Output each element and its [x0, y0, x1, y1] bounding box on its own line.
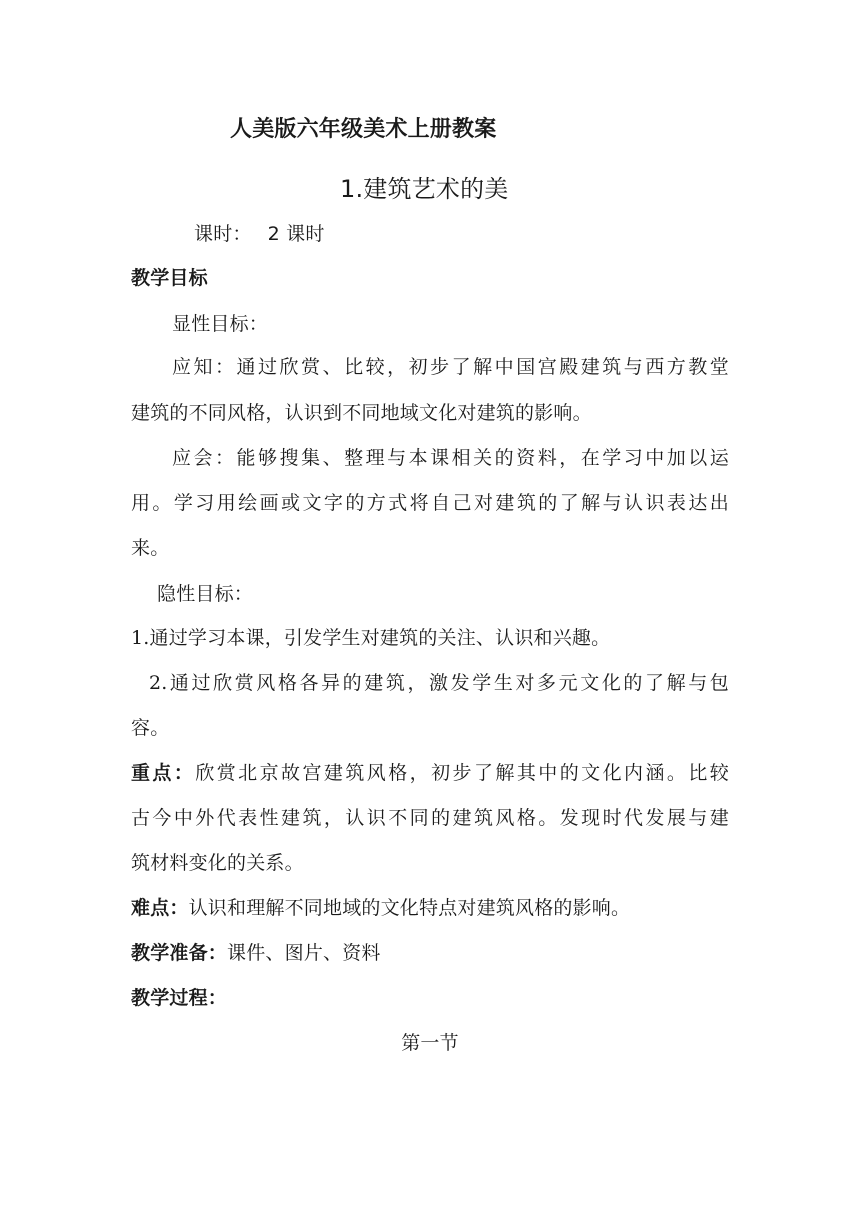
able-paragraph-line: 来。 [131, 537, 170, 559]
implicit-objective-item-continuation: 容。 [131, 717, 170, 739]
explicit-objectives-heading: 显性目标： [172, 313, 269, 335]
class-hours-value: 2 课时 [267, 223, 325, 245]
preparation-line [131, 941, 381, 965]
lesson-title: 1.建筑艺术的美 [340, 175, 509, 203]
key-point-label: 重点： [131, 762, 196, 784]
process-heading: 教学过程： [131, 987, 228, 1009]
preparation-text: 课件、图片、资料 [227, 942, 381, 964]
class-hours-row [194, 222, 325, 246]
class-hours-label: 课时： [194, 223, 252, 245]
objectives-heading: 教学目标 [131, 267, 208, 289]
implicit-objective-item: 2.通过欣赏风格各异的建筑，激发学生对多元文化的了解与包 [149, 672, 729, 694]
key-point-text: 欣赏北京故宫建筑风格，初步了解其中的文化内涵。比较 [195, 762, 729, 784]
key-point-line: 古今中外代表性建筑，认识不同的建筑风格。发现时代发展与建 [131, 807, 729, 829]
able-paragraph-line: 用。学习用绘画或文字的方式将自己对建筑的了解与认识表达出 [131, 492, 729, 514]
difficulty-text: 认识和理解不同地域的文化特点对建筑风格的影响。 [188, 897, 631, 919]
know-paragraph-line: 应知：通过欣赏、比较，初步了解中国宫殿建筑与西方教堂 [172, 356, 729, 378]
difficulty-line [131, 896, 630, 920]
section-heading: 第一节 [401, 1032, 459, 1054]
implicit-objectives-heading: 隐性目标： [157, 583, 254, 605]
implicit-objective-item: 1.通过学习本课，引发学生对建筑的关注、认识和兴趣。 [131, 627, 611, 649]
preparation-label: 教学准备： [131, 942, 228, 964]
know-paragraph-line: 建筑的不同风格，认识到不同地域文化对建筑的影响。 [131, 402, 592, 424]
difficulty-label: 难点： [131, 897, 189, 919]
able-paragraph-line: 应会：能够搜集、整理与本课相关的资料，在学习中加以运 [172, 447, 729, 469]
key-point-line: 筑材料变化的关系。 [131, 852, 304, 874]
key-point-line [131, 761, 729, 785]
document-title: 人美版六年级美术上册教案 [230, 117, 497, 142]
